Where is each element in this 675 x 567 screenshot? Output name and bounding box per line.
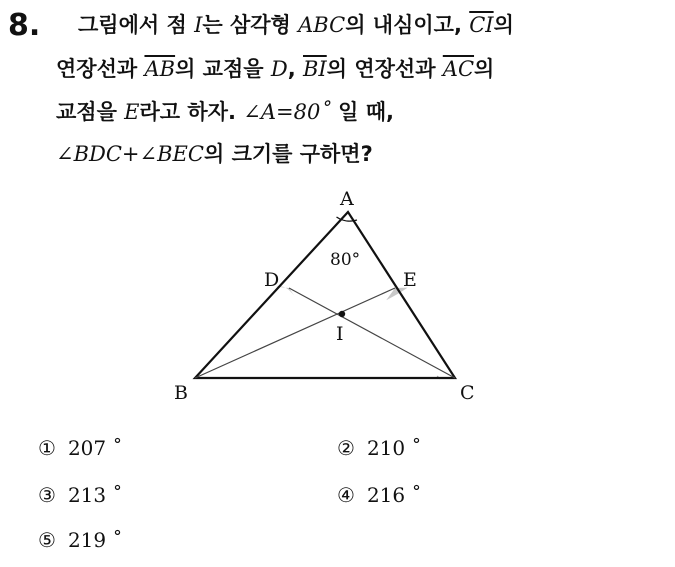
choice-value: 207 ˚	[67, 436, 123, 460]
angle-label-80: 80°	[330, 250, 361, 270]
q-math-segment-ac: $\overline{AC}$	[442, 57, 475, 81]
choice-value: 213 ˚	[67, 483, 123, 507]
q-math-triangle: ABC	[298, 13, 346, 37]
choice-4[interactable]	[337, 483, 421, 507]
label-i: I	[336, 323, 344, 345]
segment-dc	[289, 288, 455, 378]
choice-marker: ④	[337, 483, 355, 507]
segment-be	[195, 288, 395, 378]
question-line-1	[78, 10, 514, 40]
incenter-point	[339, 311, 345, 317]
q-math-angle-a: ∠A=80˚	[243, 100, 331, 124]
q-text: 의	[493, 13, 514, 37]
q-math-point-d: D	[270, 57, 288, 81]
q-text: 라고 하자.	[139, 100, 244, 124]
label-d: D	[264, 269, 280, 291]
choice-marker: ⑤	[38, 528, 56, 552]
choice-value: 216 ˚	[366, 483, 422, 507]
q-text: ,	[287, 57, 303, 81]
question-line-3	[56, 97, 394, 127]
q-text: 의 크기를 구하면?	[203, 142, 373, 166]
q-math-angle-sum: ∠BDC+∠BEC	[56, 142, 204, 166]
choice-2[interactable]	[337, 436, 421, 460]
q-text: 의	[474, 57, 495, 81]
choice-marker: ①	[38, 436, 56, 460]
choice-marker: ③	[38, 483, 56, 507]
q-text: 교점을	[56, 100, 125, 124]
triangle-figure	[170, 185, 510, 415]
q-text: 의 연장선과	[326, 57, 443, 81]
label-c: C	[460, 382, 475, 404]
question-line-4	[56, 139, 373, 169]
q-text: 일 때,	[330, 100, 395, 124]
question-line-2	[56, 54, 494, 84]
choice-3[interactable]	[38, 483, 122, 507]
triangle-abc	[195, 212, 455, 378]
question-number: 8.	[8, 8, 41, 43]
q-text: 의 내심이고,	[345, 13, 470, 37]
q-math-segment-ci: $\overline{CI}$	[469, 13, 494, 37]
choice-value: 219 ˚	[67, 528, 123, 552]
choice-1[interactable]	[38, 436, 122, 460]
choice-value: 210 ˚	[366, 436, 422, 460]
q-text: 의 교점을	[175, 57, 271, 81]
choice-marker: ②	[337, 436, 355, 460]
q-math-point-i: I	[194, 13, 203, 37]
label-a: A	[340, 188, 354, 210]
q-math-point-e: E	[124, 100, 140, 124]
q-text: 그림에서 점	[78, 13, 195, 37]
q-math-segment-ab: $\overline{AB}$	[144, 57, 176, 81]
q-math-segment-bi: $\overline{BI}$	[303, 57, 327, 81]
q-text: 는 삼각형	[202, 13, 299, 37]
q-text: 연장선과	[56, 57, 145, 81]
label-b: B	[174, 382, 188, 404]
choice-5[interactable]	[38, 528, 122, 552]
label-e: E	[403, 269, 417, 291]
